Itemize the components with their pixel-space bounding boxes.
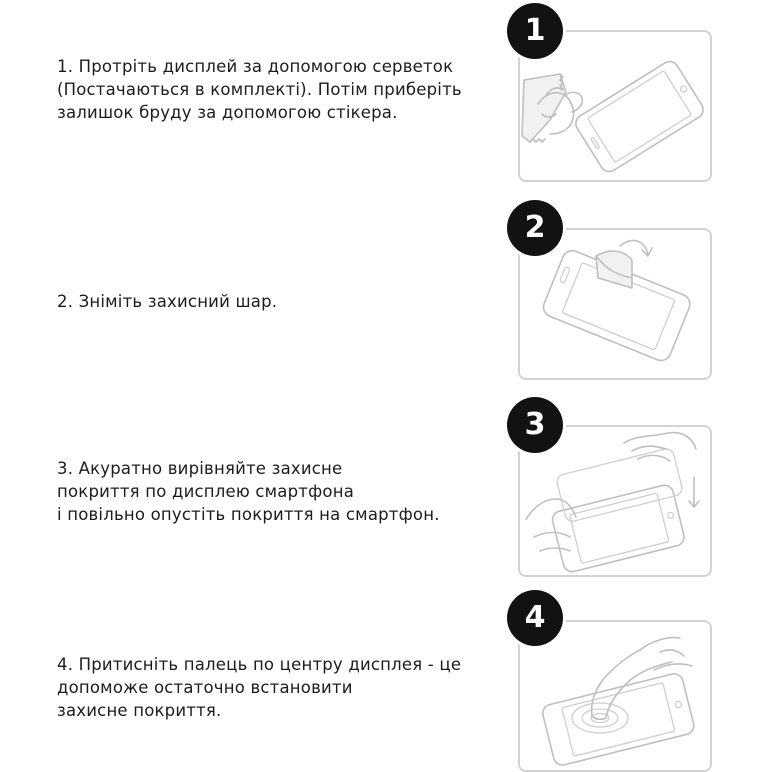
step-3-line-2: покриття по дисплею смартфона	[57, 482, 355, 501]
step-1-line-2: (Постачаються в комплекті). Потім приберіть	[57, 80, 462, 99]
step-3-line-3: і повільно опустіть покриття на смартфон.	[57, 505, 440, 524]
align-film-hands-icon	[520, 427, 712, 577]
step-4-line-3: захисне покриття.	[57, 701, 222, 720]
step-4-line-1: 4. Притисніть палець по центру дисплея - це	[57, 655, 462, 674]
step-2-badge: 2	[507, 200, 563, 256]
step-1-line-3: залишок бруду за допомогою стікера.	[57, 103, 398, 122]
step-1-line-1: 1. Протріть дисплей за допомогою серветок	[57, 57, 454, 76]
step-1-text	[57, 55, 462, 124]
step-4-text	[57, 653, 461, 722]
peel-film-icon	[520, 230, 712, 380]
step-2-text	[57, 290, 277, 313]
step-3-badge: 3	[507, 397, 563, 453]
step-3-line-1: 3. Акуратно вирівняйте захисне	[57, 459, 343, 478]
step-4-line-2: допоможе остаточно встановити	[57, 678, 353, 697]
press-finger-icon	[520, 622, 712, 772]
step-1-badge: 1	[507, 3, 563, 59]
step-3-text	[57, 457, 440, 526]
step-4-badge: 4	[507, 590, 563, 646]
step-2-line-1: 2. Зніміть захисний шар.	[57, 292, 278, 311]
